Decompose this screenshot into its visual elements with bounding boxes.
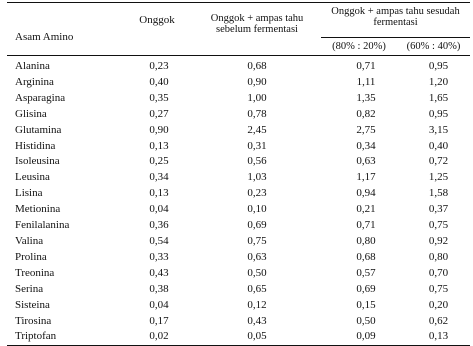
cell-before-fermentation: 2,45: [247, 123, 267, 136]
cell-ratio-60-40: 0,80: [428, 250, 449, 263]
cell-ratio-60-40: 1,25: [428, 171, 449, 184]
table-header: [7, 3, 470, 56]
cell-ratio-60-40: 0,70: [428, 266, 449, 279]
table-row: [7, 170, 470, 186]
table-row: [7, 202, 470, 218]
cell-amino-name: Prolina: [15, 250, 47, 263]
cell-onggok: 0,43: [149, 266, 169, 279]
cell-ratio-60-40: 0,40: [428, 139, 449, 152]
cell-amino-name: Valina: [15, 234, 44, 247]
header-ratio-60-40: (60% : 40%): [397, 38, 470, 56]
cell-ratio-60-40: 0,95: [428, 60, 449, 72]
cell-onggok: 0,13: [149, 187, 169, 200]
cell-amino-name: Triptofan: [7, 329, 115, 345]
cell-ratio-80-20: 0,57: [356, 266, 376, 279]
cell-before-fermentation: 0,23: [247, 187, 267, 200]
cell-ratio-80-20: 1,11: [356, 75, 376, 88]
header-amino-acid: Asam Amino: [7, 3, 115, 56]
cell-ratio-60-40: 3,15: [428, 123, 449, 136]
cell-before-fermentation: 0,65: [247, 282, 267, 295]
cell-ratio-60-40: 0,95: [428, 107, 449, 120]
cell-ratio-80-20: 0,94: [356, 187, 376, 200]
cell-amino-name: Sisteina: [15, 298, 50, 311]
cell-before-fermentation: 0,31: [247, 139, 267, 152]
cell-onggok: 0,13: [149, 139, 169, 152]
table-row: [7, 329, 470, 345]
cell-onggok: 0,23: [149, 60, 169, 72]
cell-onggok: 0,25: [149, 155, 169, 168]
header-after-fermentation: Onggok + ampas tahu sesudah fermentasi: [321, 3, 470, 38]
cell-ratio-60-40: 0,13: [397, 329, 470, 345]
cell-ratio-80-20: 0,80: [356, 234, 376, 247]
cell-ratio-80-20: 0,71: [356, 60, 376, 72]
cell-onggok: 0,35: [149, 91, 169, 104]
cell-onggok: 0,38: [149, 282, 169, 295]
table-body: [7, 56, 470, 346]
cell-amino-name: Fenilalanina: [15, 219, 70, 232]
cell-ratio-80-20: 0,71: [356, 219, 376, 232]
cell-onggok: 0,34: [149, 171, 169, 184]
header-before-fermentation: Onggok + ampas tahu sebelum fermentasi: [193, 3, 321, 56]
cell-ratio-80-20: 0,82: [356, 107, 376, 120]
cell-before-fermentation: 0,43: [247, 314, 267, 327]
cell-ratio-60-40: 0,72: [428, 155, 449, 168]
cell-amino-name: Serina: [15, 282, 44, 295]
table-row: [7, 186, 470, 202]
cell-ratio-80-20: 0,68: [356, 250, 376, 263]
cell-onggok: 0,54: [149, 234, 169, 247]
table-row: [7, 266, 470, 282]
cell-before-fermentation: 0,56: [247, 155, 267, 168]
cell-amino-name: Treonina: [15, 266, 55, 279]
table-row: [7, 282, 470, 298]
cell-onggok: 0,40: [149, 75, 169, 88]
cell-ratio-60-40: 1,20: [428, 75, 449, 88]
table-row: [7, 91, 470, 107]
cell-ratio-80-20: 0,09: [321, 329, 397, 345]
cell-ratio-60-40: 0,20: [428, 298, 449, 311]
cell-before-fermentation: 0,90: [247, 75, 267, 88]
cell-amino-name: Asparagina: [15, 91, 66, 104]
cell-onggok: 0,02: [115, 329, 193, 345]
table-row: [7, 56, 470, 75]
cell-amino-name: Lisina: [15, 187, 43, 200]
table-row: [7, 154, 470, 170]
cell-ratio-60-40: 0,92: [428, 234, 449, 247]
cell-before-fermentation: 1,03: [247, 171, 267, 184]
cell-onggok: 0,27: [149, 107, 169, 120]
cell-onggok: 0,04: [149, 298, 169, 311]
cell-ratio-60-40: 1,58: [428, 187, 449, 200]
cell-ratio-80-20: 2,75: [356, 123, 376, 136]
table-row: [7, 139, 470, 155]
cell-amino-name: Glutamina: [15, 123, 62, 136]
cell-ratio-80-20: 0,50: [356, 314, 376, 327]
cell-ratio-60-40: 0,75: [428, 282, 449, 295]
cell-onggok: 0,36: [149, 219, 169, 232]
cell-before-fermentation: 0,69: [247, 219, 267, 232]
cell-onggok: 0,33: [149, 250, 169, 263]
cell-before-fermentation: 0,63: [247, 250, 267, 263]
table-row: [7, 314, 470, 330]
table-row: [7, 75, 470, 91]
cell-amino-name: Leusina: [15, 171, 50, 184]
cell-ratio-60-40: 0,37: [428, 203, 449, 216]
cell-ratio-80-20: 0,34: [356, 139, 376, 152]
cell-ratio-60-40: 0,75: [428, 219, 449, 232]
cell-before-fermentation: 0,50: [247, 266, 267, 279]
cell-amino-name: Tirosina: [15, 314, 52, 327]
cell-amino-name: Arginina: [15, 75, 54, 88]
cell-ratio-80-20: 0,21: [356, 203, 376, 216]
cell-ratio-80-20: 0,69: [356, 282, 376, 295]
cell-amino-name: Glisina: [15, 107, 47, 120]
table-row: [7, 250, 470, 266]
cell-before-fermentation: 0,78: [247, 107, 267, 120]
cell-ratio-80-20: 0,63: [356, 155, 376, 168]
cell-amino-name: Histidina: [15, 139, 56, 152]
cell-ratio-60-40: 1,65: [428, 91, 449, 104]
header-ratio-80-20: (80% : 20%): [321, 38, 397, 56]
cell-amino-name: Isoleusina: [15, 155, 60, 168]
cell-before-fermentation: 1,00: [247, 91, 267, 104]
cell-before-fermentation: 0,68: [247, 60, 267, 72]
cell-before-fermentation: 0,10: [247, 203, 267, 216]
cell-before-fermentation: 0,12: [247, 298, 267, 311]
amino-acid-table-container: [7, 2, 470, 346]
cell-ratio-80-20: 0,15: [356, 298, 376, 311]
amino-acid-table: [7, 2, 470, 346]
table-row: [7, 234, 470, 250]
table-row: [7, 123, 470, 139]
cell-ratio-60-40: 0,62: [428, 314, 449, 327]
cell-amino-name: Metionina: [15, 203, 61, 216]
cell-onggok: 0,90: [149, 123, 169, 136]
table-row: [7, 107, 470, 123]
cell-onggok: 0,17: [149, 314, 169, 327]
cell-before-fermentation: 0,05: [193, 329, 321, 345]
table-row: [7, 218, 470, 234]
cell-ratio-80-20: 1,17: [356, 171, 376, 184]
cell-amino-name: Alanina: [15, 60, 50, 72]
header-onggok: Onggok: [115, 3, 193, 56]
cell-ratio-80-20: 1,35: [356, 91, 376, 104]
cell-before-fermentation: 0,75: [247, 234, 267, 247]
table-row: [7, 298, 470, 314]
cell-onggok: 0,04: [149, 203, 169, 216]
